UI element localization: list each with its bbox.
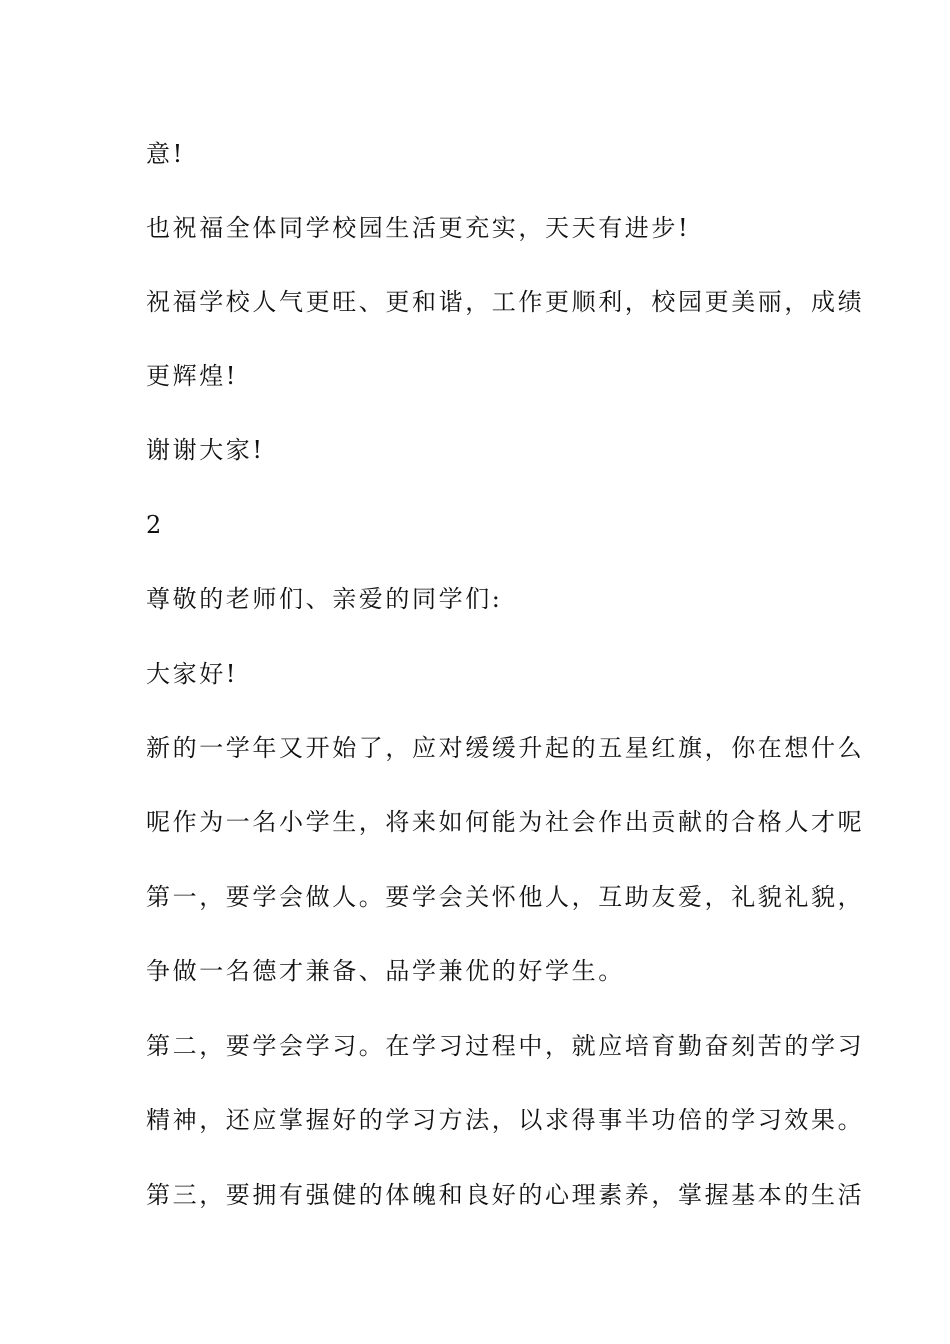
text-line: 意! <box>146 140 185 168</box>
text-line: 更辉煌! <box>146 362 239 390</box>
text-line: 新的一学年又开始了，应对缓缓升起的五星红旗，你在想什么 <box>146 734 865 762</box>
text-line: 争做一名德才兼备、品学兼优的好学生。 <box>146 957 625 985</box>
text-line: 也祝福全体同学校园生活更充实，天天有进步! <box>146 214 691 242</box>
text-line: 精神，还应掌握好的学习方法，以求得事半功倍的学习效果。 <box>146 1106 865 1134</box>
section-number: 2 <box>146 511 164 539</box>
text-line: 呢作为一名小学生，将来如何能为社会作出贡献的合格人才呢 <box>146 808 865 836</box>
text-line: 第三，要拥有强健的体魄和良好的心理素养，掌握基本的生活 <box>146 1181 865 1209</box>
text-line: 第二，要学会学习。在学习过程中，就应培育勤奋刻苦的学习 <box>146 1032 865 1060</box>
salutation: 尊敬的老师们、亲爱的同学们: <box>146 585 503 613</box>
text-line: 第一，要学会做人。要学会关怀他人，互助友爱，礼貌礼貌， <box>146 883 865 911</box>
text-line: 祝福学校人气更旺、更和谐，工作更顺利，校园更美丽，成绩 <box>146 288 865 316</box>
greeting: 大家好! <box>146 660 239 688</box>
text-line: 谢谢大家! <box>146 436 265 464</box>
